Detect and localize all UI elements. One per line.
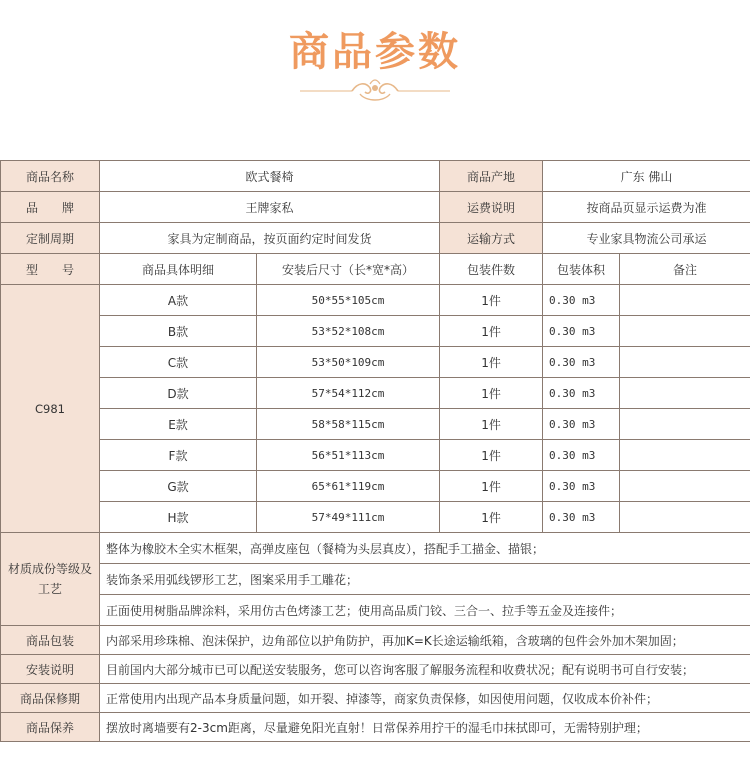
basic-value: 专业家具物流公司承运 [543,223,750,254]
page-title: 商品参数 [289,28,461,75]
basic-value: 王牌家私 [100,192,440,223]
spec-row [1,409,750,440]
col-header-model: 型 号 [1,254,100,285]
spec-row [1,502,750,533]
material-label: 材质成份等级及工艺 [1,533,100,626]
spec-pieces: 1件 [440,378,543,409]
info-label: 安装说明 [1,655,100,684]
spec-row [1,440,750,471]
basic-label: 商品产地 [440,161,543,192]
spec-name: F款 [100,440,257,471]
info-row [1,655,750,684]
spec-volume: 0.30 m3 [543,409,620,440]
basic-label: 商品名称 [1,161,100,192]
spec-row [1,471,750,502]
basic-value: 家具为定制商品，按页面约定时间发货 [100,223,440,254]
spec-note [620,502,750,533]
basic-row [1,223,750,254]
spec-note [620,378,750,409]
info-row [1,626,750,655]
basic-label: 运输方式 [440,223,543,254]
page-header [0,0,750,160]
spec-pieces: 1件 [440,502,543,533]
spec-volume: 0.30 m3 [543,471,620,502]
col-header-volume: 包装体积 [543,254,620,285]
spec-size: 53*50*109cm [257,347,440,378]
spec-size: 56*51*113cm [257,440,440,471]
spec-pieces: 1件 [440,285,543,316]
info-row [1,713,750,742]
spec-header-row [1,254,750,285]
spec-pieces: 1件 [440,471,543,502]
col-header-pieces: 包装件数 [440,254,543,285]
info-value: 目前国内大部分城市已可以配送安装服务，您可以咨询客服了解服务流程和收费状况；配有说明书可自行安装； [100,655,750,684]
info-row [1,684,750,713]
spec-name: E款 [100,409,257,440]
spec-pieces: 1件 [440,440,543,471]
material-row [1,595,750,626]
spec-row [1,378,750,409]
spec-volume: 0.30 m3 [543,347,620,378]
col-header-detail: 商品具体明细 [100,254,257,285]
info-value: 摆放时离墙要有2-3cm距离，尽量避免阳光直射！日常保养用拧干的湿毛巾抹拭即可，无需特别护理； [100,713,750,742]
spec-row [1,316,750,347]
spec-note [620,285,750,316]
basic-row [1,161,750,192]
material-line: 装饰条采用弧线锣形工艺，图案采用手工雕花； [100,564,750,595]
spec-size: 57*49*111cm [257,502,440,533]
spec-name: A款 [100,285,257,316]
material-line: 正面使用树脂品牌涂料，采用仿古色烤漆工艺；使用高品质门铰、三合一、拉手等五金及连接件； [100,595,750,626]
col-header-size: 安装后尺寸（长*宽*高） [257,254,440,285]
spec-name: C款 [100,347,257,378]
material-row [1,533,750,564]
spec-size: 58*58*115cm [257,409,440,440]
spec-pieces: 1件 [440,409,543,440]
spec-note [620,316,750,347]
basic-value: 按商品页显示运费为准 [543,192,750,223]
spec-name: H款 [100,502,257,533]
col-header-note: 备注 [620,254,750,285]
material-line: 整体为橡胶木全实木框架，高弹皮座包（餐椅为头层真皮），搭配手工描金、描银； [100,533,750,564]
spec-volume: 0.30 m3 [543,378,620,409]
spec-volume: 0.30 m3 [543,440,620,471]
spec-row [1,347,750,378]
model-code: C981 [1,285,100,533]
spec-row [1,285,750,316]
spec-name: G款 [100,471,257,502]
spec-pieces: 1件 [440,316,543,347]
spec-size: 50*55*105cm [257,285,440,316]
spec-volume: 0.30 m3 [543,502,620,533]
spec-volume: 0.30 m3 [543,285,620,316]
spec-note [620,347,750,378]
basic-value: 广东 佛山 [543,161,750,192]
info-label: 商品保修期 [1,684,100,713]
basic-label: 品 牌 [1,192,100,223]
spec-note [620,440,750,471]
info-label: 商品保养 [1,713,100,742]
spec-size: 65*61*119cm [257,471,440,502]
spec-volume: 0.30 m3 [543,316,620,347]
product-params-table [0,160,750,742]
info-value: 内部采用珍珠棉、泡沫保护，边角部位以护角防护，再加K=K长途运输纸箱，含玻璃的包件会外加木架加固； [100,626,750,655]
basic-label: 定制周期 [1,223,100,254]
spec-size: 53*52*108cm [257,316,440,347]
spec-note [620,471,750,502]
info-label: 商品包装 [1,626,100,655]
basic-row [1,192,750,223]
basic-label: 运费说明 [440,192,543,223]
basic-value: 欧式餐椅 [100,161,440,192]
spec-note [620,409,750,440]
spec-name: B款 [100,316,257,347]
info-value: 正常使用内出现产品本身质量问题，如开裂、掉漆等，商家负责保修，如因使用问题，仅收成本价补件； [100,684,750,713]
material-row [1,564,750,595]
spec-size: 57*54*112cm [257,378,440,409]
ornament-divider [300,76,450,106]
spec-name: D款 [100,378,257,409]
spec-pieces: 1件 [440,347,543,378]
